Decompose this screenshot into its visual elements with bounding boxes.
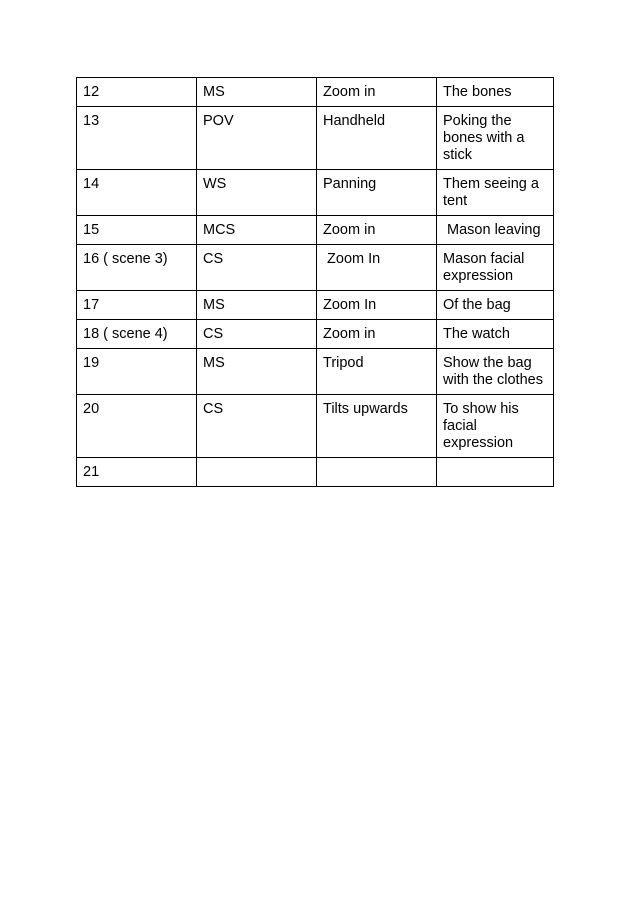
table-row (77, 291, 554, 320)
camera-movement-cell: Handheld (317, 107, 437, 170)
shot-size-cell: POV (197, 107, 317, 170)
table-row (77, 458, 554, 487)
camera-movement-cell (317, 458, 437, 487)
camera-movement-cell: Zoom in (317, 320, 437, 349)
shot-number-cell: 14 (77, 170, 197, 216)
description-cell: Poking the bones with a stick (437, 107, 554, 170)
shot-size-cell: CS (197, 245, 317, 291)
shot-number-cell: 21 (77, 458, 197, 487)
description-cell: Them seeing a tent (437, 170, 554, 216)
table-row (77, 320, 554, 349)
camera-movement-cell: Zoom in (317, 78, 437, 107)
shot-size-cell: WS (197, 170, 317, 216)
description-cell: The watch (437, 320, 554, 349)
shot-number-cell: 20 (77, 395, 197, 458)
description-cell: To show his facial expression (437, 395, 554, 458)
shot-number-cell: 18 ( scene 4) (77, 320, 197, 349)
table-row (77, 395, 554, 458)
shot-number-cell: 19 (77, 349, 197, 395)
description-cell (437, 458, 554, 487)
table-row (77, 170, 554, 216)
shot-size-cell: CS (197, 395, 317, 458)
shot-number-cell: 15 (77, 216, 197, 245)
camera-movement-cell: Zoom in (317, 216, 437, 245)
camera-movement-cell: Zoom In (317, 245, 437, 291)
camera-movement-cell: Tilts upwards (317, 395, 437, 458)
table-row (77, 349, 554, 395)
shot-list-table (76, 77, 554, 487)
shot-size-cell: MS (197, 291, 317, 320)
camera-movement-cell: Zoom In (317, 291, 437, 320)
camera-movement-cell: Tripod (317, 349, 437, 395)
shot-size-cell: CS (197, 320, 317, 349)
shot-number-cell: 13 (77, 107, 197, 170)
table-row (77, 107, 554, 170)
shot-size-cell (197, 458, 317, 487)
table-row (77, 245, 554, 291)
description-cell: Mason facial expression (437, 245, 554, 291)
shot-number-cell: 17 (77, 291, 197, 320)
shot-size-cell: MS (197, 349, 317, 395)
shot-number-cell: 16 ( scene 3) (77, 245, 197, 291)
table-row (77, 216, 554, 245)
description-cell: Mason leaving (437, 216, 554, 245)
table-row (77, 78, 554, 107)
shot-size-cell: MCS (197, 216, 317, 245)
description-cell: The bones (437, 78, 554, 107)
description-cell: Show the bag with the clothes (437, 349, 554, 395)
camera-movement-cell: Panning (317, 170, 437, 216)
description-cell: Of the bag (437, 291, 554, 320)
shot-number-cell: 12 (77, 78, 197, 107)
shot-size-cell: MS (197, 78, 317, 107)
